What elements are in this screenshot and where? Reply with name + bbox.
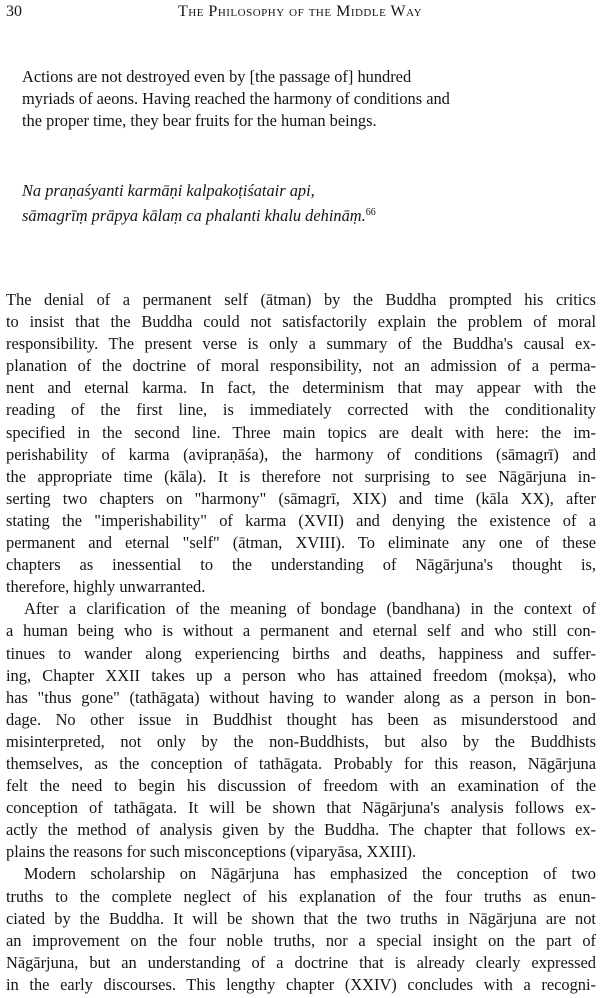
text-line: responsibility. The present verse is only a summary of the Buddha's causal ex- [6, 334, 596, 354]
running-head: The Philosophy of the Middle Way [177, 3, 423, 20]
text-line: plains the reasons for such misconceptions (viparyāsa, XXIII). [6, 842, 417, 862]
text-line: ciated by the Buddha. It will be shown that the two truths in Nāgārjuna are not [6, 908, 596, 928]
verse-translation-line: the proper time, they bear fruits for the human beings. [22, 111, 377, 130]
text-line: a human being who is without a permanent and eternal self and who still con- [6, 621, 596, 641]
verse-translation-line: Actions are not destroyed even by [the passage of] hundred [22, 67, 412, 86]
text-line: the appropriate time (kāla). It is therefore not surprising to see Nāgārjuna in- [6, 466, 596, 486]
body-text [6, 289, 596, 996]
paragraph [6, 598, 596, 863]
text-line: has "thus gone" (tathāgata) without having to wander along as a person in bon- [6, 687, 596, 707]
text-line: therefore, highly unwarranted. [6, 577, 206, 597]
text-line: felt the need to begin his discussion of freedom with an examination of the [6, 776, 596, 796]
text-line: specified in the second line. Three main topics are dealt with here: the im- [6, 422, 596, 442]
text-line: actly the method of analysis given by the Buddha. The chapter that follows ex- [6, 820, 596, 840]
verse-translation [22, 66, 522, 132]
paragraph [6, 863, 596, 996]
verse-sanskrit [22, 180, 522, 227]
text-line: permanent and eternal "self" (ātman, XVIII). To eliminate any one of these [6, 533, 596, 553]
text-line: misinterpreted, not only by the non-Buddhists, but also by the Buddhists [6, 731, 596, 751]
text-line: nent and eternal karma. In fact, the determinism that may appear with the [6, 378, 596, 398]
verse-sanskrit-line [22, 202, 522, 227]
verse-sanskrit-line: Na praṇaśyanti karmāṇi kalpakoṭiśatair api, [22, 181, 315, 200]
verse-translation-line: myriads of aeons. Having reached the harmony of conditions and [22, 89, 450, 108]
text-line: ing, Chapter XXII takes up a person who has attained freedom (mokṣa), who [6, 665, 596, 685]
text-line: truths to the complete neglect of his explanation of the four truths as enun- [6, 886, 596, 906]
text-line: serting two chapters on "harmony" (sāmagrī, XIX) and time (kāla XX), after [6, 488, 596, 508]
text-line: The denial of a permanent self (ātman) by the Buddha prompted his critics [6, 290, 596, 309]
text-line: Modern scholarship on Nāgārjuna has emphasized the conception of two [24, 864, 596, 884]
text-line: reading of the first line, is immediately corrected with the conditionality [6, 400, 596, 420]
text-line: perishability of karma (avipraṇāśa), the harmony of conditions (sāmagrī) and [6, 444, 596, 464]
text-line: Nāgārjuna, but an understanding of a doctrine that is already clearly expressed [6, 952, 596, 972]
text-line: an improvement on the four noble truths, nor a special insight on the part of [6, 930, 596, 950]
text-line: stating the "imperishability" of karma (XVII) and denying the existence of a [6, 510, 596, 530]
footnote-reference: 66 [365, 207, 376, 218]
text-line: chapters as inessential to the understanding of Nāgārjuna's thought is, [6, 555, 596, 575]
page-header [6, 3, 594, 25]
text-line: themselves, as the conception of tathāgata. Probably for this reason, Nāgārjuna [6, 753, 596, 773]
text-line: in the early discourses. This lengthy chapter (XXIV) concludes with a recogni- [6, 974, 596, 994]
text-line: to insist that the Buddha could not satisfactorily explain the problem of moral [6, 312, 596, 332]
paragraph [6, 289, 596, 598]
text-line: planation of the doctrine of moral responsibility, not an admission of a perma- [6, 356, 596, 376]
text-line: conception of tathāgata. It will be shown that Nāgārjuna's analysis follows ex- [6, 798, 596, 818]
verse-sanskrit-line-text: sāmagrīṃ prāpya kālaṃ ca phalanti khalu dehināṃ. [22, 206, 366, 225]
text-line: After a clarification of the meaning of bondage (bandhana) in the context of [24, 599, 596, 619]
text-line: tinues to wander along experiencing births and deaths, happiness and suffer- [6, 643, 596, 663]
page-number: 30 [6, 3, 22, 20]
text-line: dage. No other issue in Buddhist thought has been as misunderstood and [6, 709, 596, 729]
